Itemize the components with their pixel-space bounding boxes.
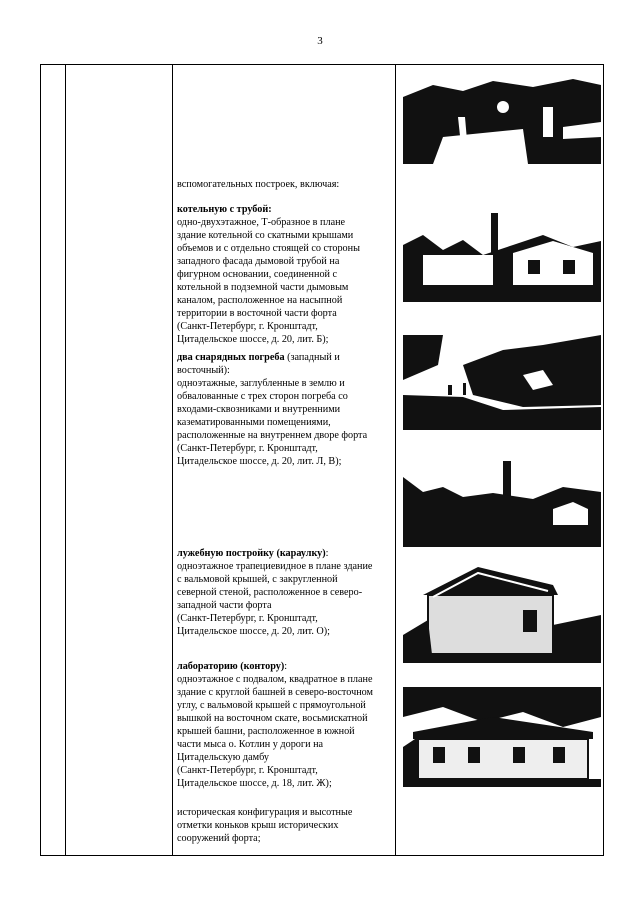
page-number: 3	[317, 35, 323, 47]
photo-boiler-house	[403, 205, 601, 302]
cellars-block: два снарядных погреба (западный и восточный): одноэтажные, заглубленные в землю и обвалованные с трех сторон погреба со входами-сквозниками и внутренними казематированными помещениями, расположенные на внутреннем дворе форта (Санкт-Петербург, г. Кронштадт, Цитадельское шоссе, д. 20, лит. Л, В);	[177, 352, 368, 467]
column-divider	[395, 65, 396, 855]
boiler-block: котельную с трубой: одно-двухэтажное, Т-образное в плане здание котельной со скатными крышами объемов и с отдельно стоящей со стороны западного фасада дымовой трубой на фигурном основании, соединенной с котельной в подземной части дымовым каналом, расположенное на насыпной территории в восточной части форта (Санкт-Петербург, г. Кронштадт, Цитадельское шоссе, д. 20, лит. Б);	[177, 203, 395, 346]
photo-laboratory	[403, 687, 601, 787]
photo-chimney	[403, 447, 601, 547]
column-divider	[172, 65, 173, 855]
guardhouse-block: лужебную постройку (караулку): одноэтажное трапециевидное в плане здание с вальмовой крышей, с закругленной северной стеной, расположенное в северо- западной части форта (Санкт-Петербург, г. Кронштадт, Цитадельское шоссе, д. 20, лит. О);	[177, 548, 373, 637]
intro-text: вспомогательных построек, включая:	[177, 179, 340, 190]
guardhouse-heading: лужебную постройку (караулку)	[177, 548, 326, 559]
closing-block: историческая конфигурация и высотные отметки коньков крыш исторических сооружений форта;	[177, 807, 353, 844]
column-divider	[65, 65, 66, 855]
photo-shell-cellars	[403, 335, 601, 430]
boiler-heading: котельную с трубой:	[177, 204, 272, 215]
photo-guardhouse	[403, 565, 601, 663]
photo-fort-grounds	[403, 77, 601, 164]
cellars-heading: два снарядных погреба	[177, 352, 285, 363]
laboratory-heading: лабораторию (контору)	[177, 661, 285, 672]
table-frame	[40, 64, 604, 856]
laboratory-block: лабораторию (контору): одноэтажное с подвалом, квадратное в плане здание с круглой башней в северо-восточном углу, с вальмовой крышей с прямоугольной вышкой на восточном скате, восьмискатной крышей башни, расположенное в южной части мыса о. Котлин у дороги на Цитадельскую дамбу (Санкт-Петербург, г. Кронштадт, Цитадельское шоссе, д. 18, лит. Ж);	[177, 661, 374, 789]
